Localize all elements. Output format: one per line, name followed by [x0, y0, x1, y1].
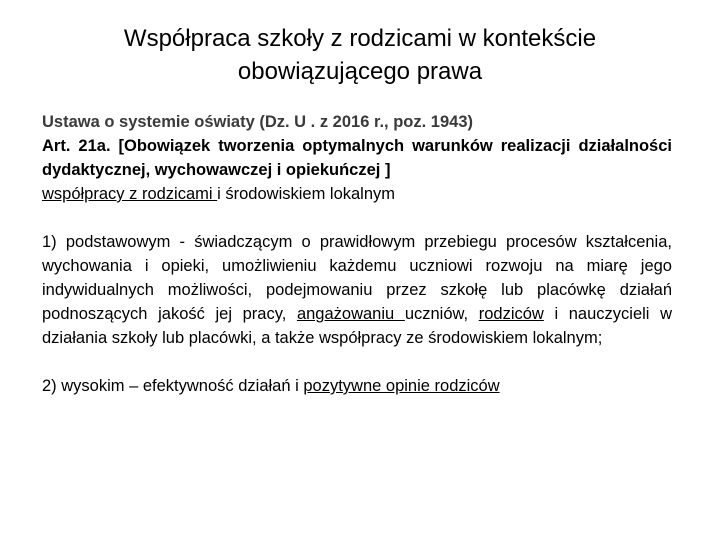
cooperation-line	[42, 182, 672, 206]
point-2-prefix: 2) wysokim – efektywność działań i	[42, 377, 304, 395]
spacer	[42, 206, 672, 230]
point-1-part-1: 1) podstawowym - świadczącym o prawidłowym przebiegu procesów kształcenia, wychowania i opieki, umożliwieniu każdemu uczniowi rozwoju na miarę jego indywidualnych możliwości, podejmowaniu przez szkołę lub placówkę działań podnoszących jakość jej pracy,	[42, 233, 672, 323]
point-1-underlined-1: angażowaniu	[296, 305, 405, 323]
point-1-part-2: uczniów,	[404, 305, 479, 323]
slide-body	[42, 110, 672, 398]
article-heading: Art. 21a. [Obowiązek tworzenia optymalnych warunków realizacji działalności dydaktycznej, wychowawczej i opiekuńczej ]	[42, 137, 672, 179]
point-2-underlined: pozytywne opinie rodziców	[303, 377, 500, 395]
point-1-part-3: i nauczycieli w działania szkoły lub placówki, a także współpracy ze środowiskiem lokalnym;	[42, 305, 672, 347]
slide-title	[40, 22, 680, 88]
point-1	[42, 230, 672, 350]
cooperation-rest: i środowiskiem lokalnym	[217, 185, 396, 203]
point-2	[42, 374, 672, 398]
cooperation-underlined: współpracy z rodzicami	[42, 185, 218, 203]
title-line-2: obowiązującego prawa	[237, 58, 483, 85]
act-reference: Ustawa o systemie oświaty (Dz. U . z 2016 r., poz. 1943)	[42, 113, 474, 131]
title-line-1: Współpraca szkoły z rodzicami w kontekście	[123, 25, 597, 52]
point-1-underlined-2: rodziców	[478, 305, 544, 323]
spacer	[42, 350, 672, 374]
